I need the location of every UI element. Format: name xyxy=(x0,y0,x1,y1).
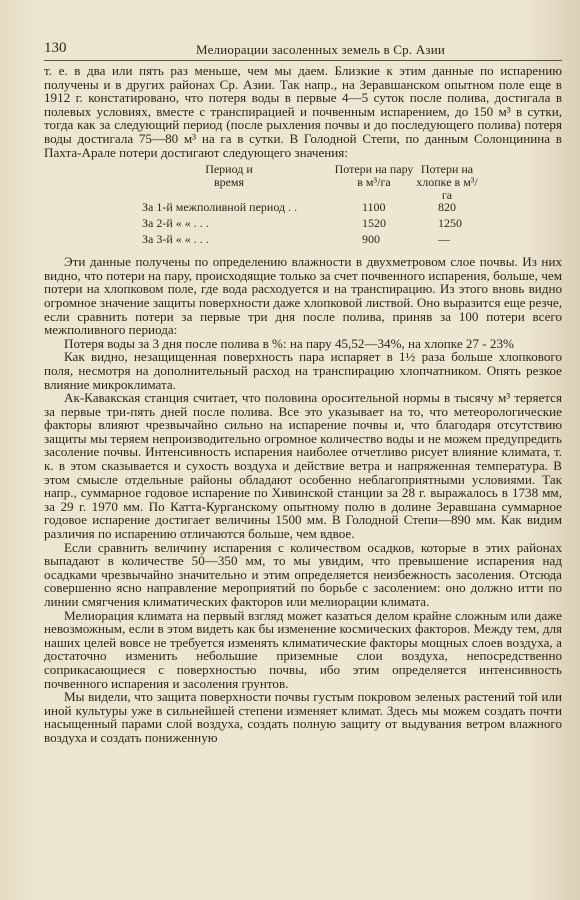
column-header-period: Период и время xyxy=(205,162,253,190)
running-head: Мелиорации засоленных земель в Ср. Азии xyxy=(196,42,446,57)
column-header-cotton: Потери на хлопке в м³/га xyxy=(416,162,478,203)
table-cell: За 3-й « « . . . xyxy=(142,232,209,247)
paragraph: т. е. в два или пять раз меньше, чем мы даем. Близкие к этим данные по испарению получены и в других районах Ср. Азии. Так напр., на Зеравшанском опытном поле еще в 1912 г. констатировано, что потеря воды в первые 4—5 суток после полива, достигала в полевых условиях, вместе с транспирацией и почвенным испарением, до 150 м³ в сутки, тогда как за следующий период (после рыхления почвы и до последующего полива) потеря воды достигала 75—80 м³ на га в сутки. В Голодной Степи, по данным Солонцинина в Пахта-Арале потери достигают следующего значения: xyxy=(44,63,562,160)
paragraph: Мы видели, что защита поверхности почвы густым покровом зеленых растений той или иной культуры уже в сильнейшей степени изменяет климат. Здесь мы можем создать почти насыщенный парами слой воздуха, создать полную защиту от выдувания ветром влажного воздуха и создать пониженную xyxy=(44,689,562,745)
paragraph: Мелиорация климата на первый взгляд может казаться делом крайне сложным или даже невозможным, если в этом видеть как бы изменение космических факторов. Между тем, для наших целей вовсе не требуется изменять климатические факторы мощных слоев воздуха, а достаточно изменить небольшие приземные слои воздуха, непосредственно соприкасающиеся с поверхностью почвы, ибо этим определяется интенсивность почвенного испарения и засоления грунтов. xyxy=(44,607,562,691)
table-row xyxy=(44,233,562,249)
table-cell: За 2-й « « . . . xyxy=(142,216,209,231)
table-row xyxy=(44,201,562,217)
table-cell: 1520 xyxy=(362,216,386,231)
page-header xyxy=(44,40,562,61)
evaporation-loss-table xyxy=(44,163,562,249)
table-cell: — xyxy=(438,232,450,247)
paragraph: Если сравнить величину испарения с количеством осадков, которые в этих районах выпадают в количестве 50—350 мм, то мы увидим, что превышение испарения над осадками чрезвычайно значительно и этим определяется неизбежность засоления. Отсюда совершенно ясно направление мероприятий по борьбе с засолением: оно должно итти по линии смягчения климатических факторов или мелиорации климата. xyxy=(44,539,562,609)
paragraph: Ак-Кавакская станция считает, что половина оросительной нормы в тысячу м³ теряется за первые три-пять дней после полива. Все это указывает на то, что метеорологические факторы влияют чрезвычайно сильно на испарение почвы и, что благодаря отсутствию защиты мы теряем непроизводительно огромное количество воды и не можем предупредить засоление почвы. Интенсивность испарения наиболее отчетливо рисует влияние климата, т. к. в этом сказывается и сухость воздуха и действие ветра и напряженная температура. В этом смысле отдельные районы обладают особенно неблагоприятными условиями. Так напр., суммарное годовое испарение по Хивинской станции за 28 г. выражалось в 1738 мм, за 29 г. 1970 мм. По Катта-Курганскому опытному полю в долине Зеравшана суммарное годовое испарение достигает величины 1500 мм. В Голодной Степи—890 мм. Как видим различия по испарению отличаются больше, чем вдвое. xyxy=(44,390,562,542)
column-header-fallow: Потери на пару в м³/га xyxy=(334,162,414,190)
table-cell: 1100 xyxy=(362,200,386,215)
table-header xyxy=(44,163,562,201)
table-cell: 1250 xyxy=(438,216,462,231)
table-cell: 820 xyxy=(438,200,456,215)
table-cell: За 1-й межполивной период . . xyxy=(142,200,298,215)
formula-line: Потеря воды за 3 дня после полива в %: на пару 45,52—34%, на хлопке 27 - 23% xyxy=(64,335,514,351)
table-cell: 900 xyxy=(362,232,380,247)
paragraph: Как видно, незащищенная поверхность пара испаряет в 1½ раза больше хлопкового поля, несмотря на дополнительный расход на транспирацию хлопчатником. Опять резкое влияние микроклимата. xyxy=(44,349,562,392)
paragraph: Эти данные получены по определению влажности в двухметровом слое почвы. Из них видно, что потери на пару, происходящие только за счет почвенного испарения, больше, чем потери на хлопковом поле, где вода расходуется и на транспирацию. Из этого вновь видно огромное значение защиты поверхности даже хлопковой листвой. Оно выразится еще резче, если сравнить потери за первые три дня после полива, приняв за 100 потери всего межполивного периода: xyxy=(44,254,562,338)
page-number: 130 xyxy=(44,40,67,56)
body-text xyxy=(44,64,562,745)
table-row xyxy=(44,217,562,233)
